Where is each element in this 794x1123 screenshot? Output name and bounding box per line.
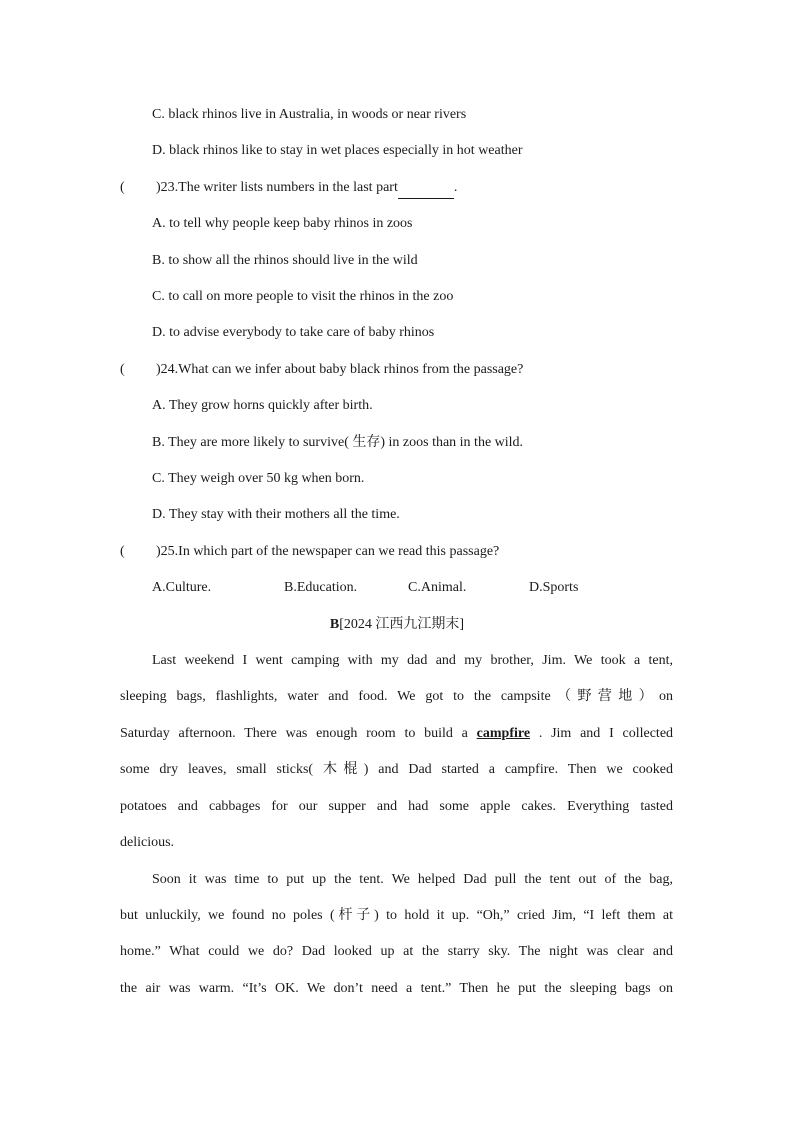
section-source: [2024 江西九江期末]: [339, 617, 465, 632]
question-24-text: )24.What can we infer about baby black rhinos from the passage?: [156, 362, 524, 377]
answer-blank-23[interactable]: [398, 178, 454, 199]
passage-line: some dry leaves, small sticks( 木棍) and Dad started a campfire. Then we cooked: [120, 762, 673, 777]
passage-line: sleeping bags, flashlights, water and food. We got to the campsite（野营地）on: [120, 689, 673, 704]
highlighted-word-campfire: campfire: [476, 726, 531, 741]
options-25: [0, 578, 794, 598]
option-25d: D.Sports: [529, 580, 579, 595]
answer-paren-23: (: [120, 180, 125, 195]
passage-line: home.” What could we do? Dad looked up at the starry sky. The night was clear and: [120, 944, 673, 959]
option-25c: C.Animal.: [408, 580, 467, 595]
question-25-text: )25.In which part of the newspaper can we read this passage?: [156, 544, 500, 559]
option-22d: D. black rhinos like to stay in wet places especially in hot weather: [152, 143, 523, 158]
question-24: [120, 360, 523, 380]
option-24b: B. They are more likely to survive( 生存) in zoos than in the wild.: [152, 435, 524, 450]
section-letter: B: [329, 617, 340, 632]
question-23: ( )23.The writer lists numbers in the last part .: [120, 178, 457, 199]
option-25a: A.Culture.: [152, 580, 212, 595]
passage-line: Saturday afternoon. There was enough room to build a campfire . Jim and I collected: [120, 726, 674, 741]
option-23d: D. to advise everybody to take care of baby rhinos: [152, 325, 435, 340]
option-23a: A. to tell why people keep baby rhinos in zoos: [152, 216, 413, 231]
passage-line: the air was warm. “It’s OK. We don’t need a tent.” Then he put the sleeping bags on: [120, 981, 673, 996]
option-24d: D. They stay with their mothers all the time.: [152, 507, 400, 522]
passage-line: potatoes and cabbages for our supper and had some apple cakes. Everything tasted: [120, 799, 673, 814]
passage-line: but unluckily, we found no poles (杆子) to hold it up. “Oh,” cried Jim, “I left them at: [120, 908, 673, 923]
passage-line: delicious.: [120, 835, 175, 850]
answer-paren-24: (: [120, 362, 125, 377]
section-heading: [0, 615, 794, 635]
passage-line: Soon it was time to put up the tent. We helped Dad pull the tent out of the bag,: [152, 872, 673, 887]
option-24c: C. They weigh over 50 kg when born.: [152, 471, 365, 486]
answer-paren-25: (: [120, 544, 125, 559]
option-23c: C. to call on more people to visit the rhinos in the zoo: [152, 289, 454, 304]
option-22c: C. black rhinos live in Australia, in woods or near rivers: [152, 107, 467, 122]
question-25: [120, 542, 499, 562]
question-23-text: )23.The writer lists numbers in the last part: [156, 180, 398, 195]
passage-line: Last weekend I went camping with my dad and my brother, Jim. We took a tent,: [152, 653, 673, 668]
option-23b: B. to show all the rhinos should live in the wild: [152, 253, 418, 268]
option-24a: A. They grow horns quickly after birth.: [152, 398, 373, 413]
option-25b: B.Education.: [284, 580, 358, 595]
